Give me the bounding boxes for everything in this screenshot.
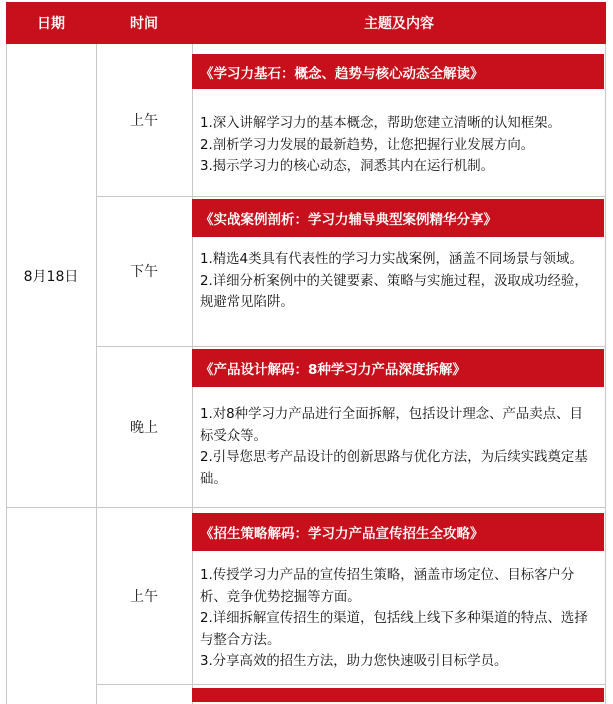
day-date-cell: 8月18日: [23, 268, 79, 285]
header-date: 日期: [6, 2, 96, 44]
header-time: 时间: [96, 2, 192, 44]
grid-line-right: [605, 44, 606, 704]
content-item: 3.揭示学习力的核心动态，洞悉其内在运行机制。: [200, 159, 494, 174]
session-content: [192, 404, 604, 490]
session-theme-bar-partial: [192, 688, 604, 702]
session-time-cell: 晚上: [130, 419, 158, 436]
schedule-table: [6, 2, 606, 702]
content-item: 2.剖析学习力发展的最新趋势，让您把握行业发展方向。: [200, 137, 535, 153]
content-item: 1.传授学习力产品的宣传招生策略，涵盖市场定位、目标客户分析、竞争优势挖掘等方面。: [200, 568, 575, 605]
session-theme-bar: 《学习力基石：概念、趋势与核心动态全解读》: [192, 54, 604, 89]
header-topic: 主题及内容: [192, 2, 606, 44]
content-item: 1.对8种学习力产品进行全面拆解，包括设计理念、产品卖点、目标受众等。: [200, 407, 583, 444]
session-content: [192, 565, 604, 673]
content-item: 1.精选4类具有代表性的学习力实战案例，涵盖不同场景与领域。: [200, 252, 583, 267]
session-content: [192, 113, 604, 178]
session-content: [192, 249, 604, 314]
content-item: 3.分享高效的招生方法，助力您快速吸引目标学员。: [200, 654, 508, 669]
session-time-cell: 上午: [130, 588, 158, 605]
session-theme-bar: 《实战案例剖析：学习力辅导典型案例精华分享》: [192, 199, 604, 237]
session-theme-bar: 《招生策略解码：学习力产品宣传招生全攻略》: [192, 513, 604, 551]
session-time-cell: 下午: [130, 264, 158, 280]
session-time-cell: 上午: [130, 113, 158, 129]
content-item: 2.引导您思考产品设计的创新思路与优化方法，为后续实践奠定基础。: [200, 450, 588, 487]
content-item: 1.深入讲解学习力的基本概念，帮助您建立清晰的认知框架。: [200, 116, 561, 131]
grid-line-session-4: [96, 684, 606, 685]
session-theme-bar: 《产品设计解码：8种学习力产品深度拆解》: [192, 349, 604, 387]
day-date-cell: [6, 507, 96, 697]
content-item: 2.详细拆解宣传招生的渠道，包括线上线下多种渠道的特点、选择与整合方法。: [200, 611, 588, 648]
content-item: 2.详细分析案例中的关键要素、策略与实施过程，汲取成功经验，规避常见陷阱。: [200, 273, 588, 310]
